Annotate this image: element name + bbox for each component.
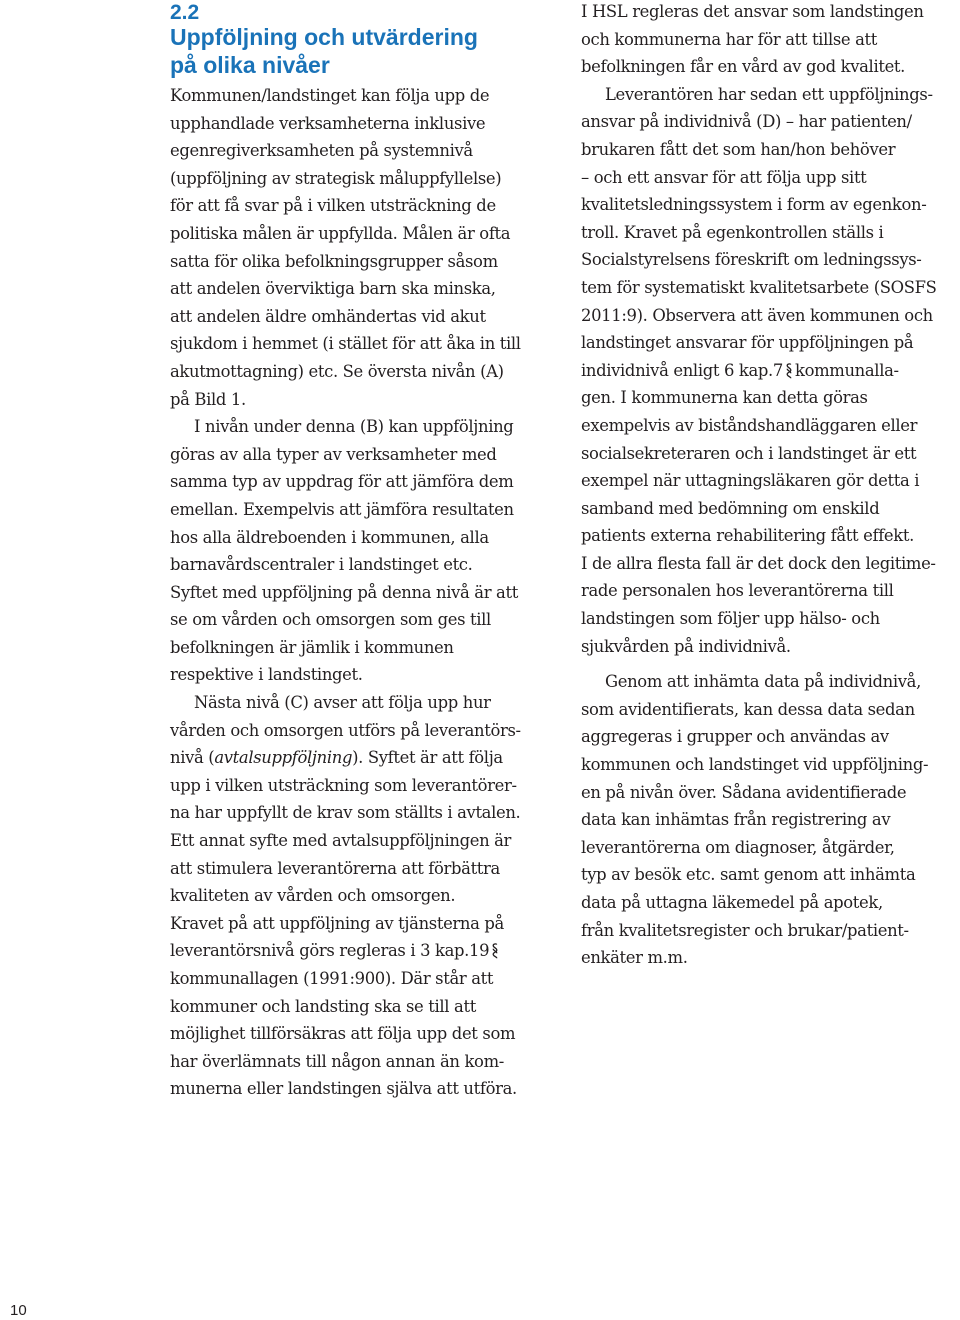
text-line: gen. I kommunerna kan detta göras xyxy=(581,388,868,408)
page-number: 10 xyxy=(10,1302,27,1319)
text-line: emellan. Exempelvis att jämföra resultaten xyxy=(170,499,514,519)
text-line: rade personalen hos leverantörerna till xyxy=(581,581,894,601)
text-line: I de allra flesta fall är det dock den legitime- xyxy=(581,553,936,573)
text-line: samma typ av uppdrag för att jämföra dem xyxy=(170,472,514,492)
section-sign-icon xyxy=(492,943,498,957)
text-line: respektive i landstinget. xyxy=(170,665,363,685)
text-line: hos alla äldreboenden i kommunen, alla xyxy=(170,527,489,547)
section-number: 2.2 xyxy=(170,1,200,24)
section-title-line: på olika nivåer xyxy=(170,51,330,78)
text-line: upp i vilken utsträckning som leverantörer- xyxy=(170,775,517,795)
emphasized-term: avtalsuppföljning xyxy=(214,748,353,768)
text-line: samband med bedömning om enskild xyxy=(581,498,880,518)
text-line: sjukvården på individnivå. xyxy=(581,636,791,656)
text-line: akutmottagning) etc. Se översta nivån (A) xyxy=(170,361,504,381)
text-line: kommunallagen (1991:900). Där står att xyxy=(170,969,494,988)
text-line: att andelen överviktiga barn ska minska, xyxy=(170,279,496,299)
text-line: leverantörerna om diagnoser, åtgärder, xyxy=(581,837,895,857)
text-line: 2011:9). Observera att även kommunen och xyxy=(581,305,933,325)
text-line: munerna eller landstingen själva att utföra. xyxy=(170,1079,517,1099)
left-text-column xyxy=(170,82,560,1103)
text-line: göras av alla typer av verksamheter med xyxy=(170,444,497,464)
text-line: socialsekreteraren och i landstinget är ett xyxy=(581,443,917,463)
text-line: typ av besök etc. samt genom att inhämta xyxy=(581,865,916,885)
text-line: från kvalitetsregister och brukar/patient- xyxy=(581,920,909,940)
text-line: aggregeras i grupper och användas av xyxy=(581,727,889,747)
text-line: ansvar på individnivå (D) – har patienten/ xyxy=(581,112,912,132)
text-line: barnavårdscentraler i landstinget etc. xyxy=(170,555,473,575)
text-line: data kan inhämtas från registrering av xyxy=(581,810,891,830)
text-line: brukaren fått det som han/hon behöver xyxy=(581,139,896,159)
text-line xyxy=(581,357,960,385)
text-line: kommuner och landsting ska se till att xyxy=(170,996,476,1016)
text-line: politiska målen är uppfyllda. Målen är ofta xyxy=(170,223,511,243)
text-line: Kravet på att uppföljning av tjänsterna på xyxy=(170,913,504,933)
text-line: Socialstyrelsens föreskrift om ledningssys- xyxy=(581,250,922,270)
text-line: Syftet med uppföljning på denna nivå är att xyxy=(170,582,518,602)
text-line: på Bild 1. xyxy=(170,389,246,409)
text-line: troll. Kravet på egenkontrollen ställs i xyxy=(581,222,884,242)
text-line: för att få svar på i vilken utsträckning de xyxy=(170,196,496,216)
right-text-column xyxy=(581,0,960,972)
text-fragment: ). Syftet är att följa xyxy=(352,748,503,768)
text-line: egenregiverksamheten på systemnivå xyxy=(170,141,473,161)
text-line: landstingen som följer upp hälso- och xyxy=(581,609,880,629)
text-line: Nästa nivå (C) avser att följa upp hur xyxy=(194,693,491,713)
text-line: vården och omsorgen utförs på leverantörs- xyxy=(170,720,521,740)
text-line: se om vården och omsorgen som ges till xyxy=(170,610,491,630)
section-title-line: Uppföljning och utvärdering xyxy=(170,24,478,50)
text-line: exempel när uttagningsläkaren gör detta i xyxy=(581,471,920,491)
section-title xyxy=(170,24,560,79)
text-line: att andelen äldre omhändertas vid akut xyxy=(170,306,486,326)
text-line: som avidentifierats, kan dessa data sedan xyxy=(581,699,915,719)
text-fragment: kommunalla- xyxy=(794,360,899,380)
text-line: Ett annat syfte med avtalsuppföljningen är xyxy=(170,831,512,851)
text-line: I nivån under denna (B) kan uppföljning xyxy=(194,417,514,437)
text-fragment: nivå ( xyxy=(170,748,215,768)
text-line: na har uppfyllt de krav som ställts i avtalen. xyxy=(170,803,521,823)
text-fragment: individnivå enligt 6 kap.7 xyxy=(581,360,783,380)
text-line: att stimulera leverantörerna att förbättra xyxy=(170,858,500,878)
text-line: Genom att inhämta data på individnivå, xyxy=(605,672,921,692)
text-line: exempelvis av biståndshandläggaren eller xyxy=(581,415,918,435)
text-line: patients externa rehabilitering fått effekt. xyxy=(581,526,914,546)
text-line: – och ett ansvar för att följa upp sitt xyxy=(581,167,867,187)
text-fragment: leverantörsnivå görs regleras i 3 kap.19 xyxy=(170,941,490,961)
text-line: kvaliteten av vården och omsorgen. xyxy=(170,886,456,906)
text-line: möjlighet tillförsäkras att följa upp det som xyxy=(170,1024,516,1044)
text-line: tem för systematiskt kvalitetsarbete (SOSFS xyxy=(581,277,937,297)
section-sign-icon xyxy=(786,363,792,377)
text-line: en på nivån över. Sådana avidentifierade xyxy=(581,782,907,802)
text-line: landstinget ansvarar för uppföljningen på xyxy=(581,333,914,353)
text-line: har överlämnats till någon annan än kom- xyxy=(170,1051,504,1071)
text-line: befolkningen får en vård av god kvalitet. xyxy=(581,57,906,77)
text-line: Kommunen/landstinget kan följa upp de xyxy=(170,86,490,105)
text-line: sjukdom i hemmet (i stället för att åka in till xyxy=(170,334,521,354)
text-line xyxy=(170,744,560,772)
text-line: kvalitetsledningssystem i form av egenkon- xyxy=(581,195,927,215)
text-line: befolkningen är jämlik i kommunen xyxy=(170,637,454,657)
text-line: Leverantören har sedan ett uppföljnings- xyxy=(605,84,933,104)
text-line: (uppföljning av strategisk måluppfyllelse) xyxy=(170,168,502,188)
text-line: data på uttagna läkemedel på apotek, xyxy=(581,893,883,912)
text-line: kommunen och landstinget vid uppföljning- xyxy=(581,755,929,775)
text-line: upphandlade verksamheterna inklusive xyxy=(170,113,486,133)
text-line: satta för olika befolkningsgrupper såsom xyxy=(170,251,498,271)
text-line: enkäter m.m. xyxy=(581,948,688,968)
text-line: I HSL regleras det ansvar som landstingen xyxy=(581,2,924,21)
text-line xyxy=(170,937,560,965)
text-line: och kommunerna har för att tillse att xyxy=(581,29,878,49)
